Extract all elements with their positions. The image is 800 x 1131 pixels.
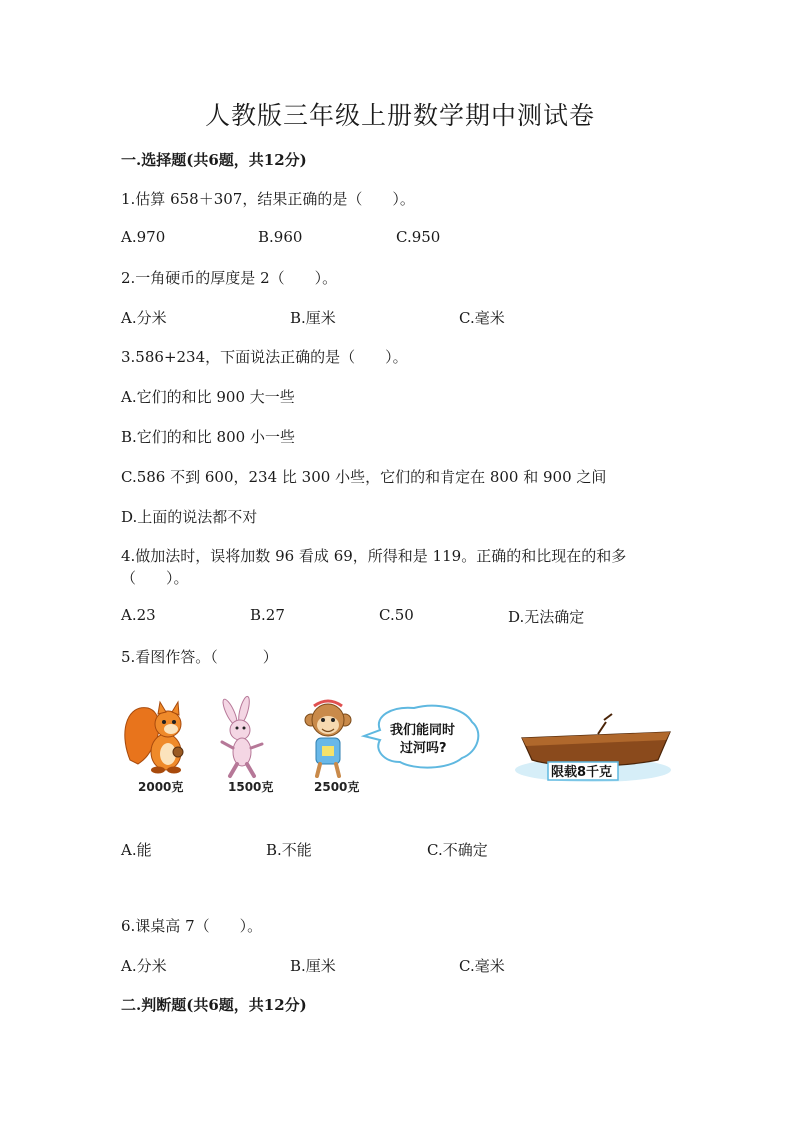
q5-option-b: B.不能 bbox=[266, 841, 312, 859]
q1-option-a: A.970 bbox=[121, 228, 166, 246]
q4-option-b: B.27 bbox=[250, 606, 285, 624]
q5-option-c: C.不确定 bbox=[427, 841, 488, 859]
question-2: 2.一角硬币的厚度是 2（ ）。 bbox=[121, 269, 338, 287]
bubble-line-2: 过河吗? bbox=[400, 741, 447, 756]
question-3: 3.586+234，下面说法正确的是（ ）。 bbox=[121, 348, 408, 366]
q1-option-b: B.960 bbox=[258, 228, 303, 246]
q2-option-a: A.分米 bbox=[121, 309, 167, 327]
q5-illustration bbox=[118, 690, 678, 805]
q4-option-a: A.23 bbox=[121, 606, 156, 624]
boat-icon bbox=[515, 714, 671, 782]
q6-option-c: C.毫米 bbox=[459, 957, 505, 975]
question-4: 4.做加法时，误将加数 96 看成 69，所得和是 119。正确的和比现在的和多 bbox=[121, 547, 627, 565]
q3-option-d: D.上面的说法都不对 bbox=[121, 508, 258, 526]
question-4-continued: （ ）。 bbox=[121, 569, 189, 587]
monkey-weight-label: 2500克 bbox=[314, 780, 360, 794]
q4-option-c: C.50 bbox=[379, 606, 414, 624]
page-title: 人教版三年级上册数学期中测试卷 bbox=[204, 101, 595, 130]
section-heading-true-false: 二.判断题(共6题，共12分) bbox=[121, 996, 307, 1014]
q5-option-a: A.能 bbox=[121, 841, 152, 859]
q2-option-c: C.毫米 bbox=[459, 309, 505, 327]
q6-option-a: A.分米 bbox=[121, 957, 167, 975]
q3-option-a: A.它们的和比 900 大一些 bbox=[121, 388, 295, 406]
question-5: 5.看图作答。（ ） bbox=[121, 648, 278, 666]
question-1: 1.估算 658＋307，结果正确的是（ ）。 bbox=[121, 190, 415, 208]
rabbit-weight-label: 1500克 bbox=[228, 780, 274, 794]
load-limit-sign: 限载8千克 bbox=[551, 765, 613, 780]
question-6: 6.课桌高 7（ ）。 bbox=[121, 917, 263, 935]
squirrel-icon bbox=[125, 702, 183, 774]
section-heading-choice: 一.选择题(共6题，共12分) bbox=[121, 151, 307, 169]
q2-option-b: B.厘米 bbox=[290, 309, 336, 327]
bubble-line-1: 我们能同时 bbox=[390, 723, 456, 738]
squirrel-weight-label: 2000克 bbox=[138, 780, 184, 794]
q3-option-c: C.586 不到 600，234 比 300 小些，它们的和肯定在 800 和 900 之间 bbox=[121, 468, 607, 486]
rabbit-icon bbox=[220, 695, 262, 776]
q1-option-c: C.950 bbox=[396, 228, 441, 246]
monkey-icon bbox=[305, 701, 351, 776]
q4-option-d: D.无法确定 bbox=[508, 608, 585, 626]
q3-option-b: B.它们的和比 800 小一些 bbox=[121, 428, 295, 446]
q6-option-b: B.厘米 bbox=[290, 957, 336, 975]
speech-bubble bbox=[364, 706, 478, 768]
